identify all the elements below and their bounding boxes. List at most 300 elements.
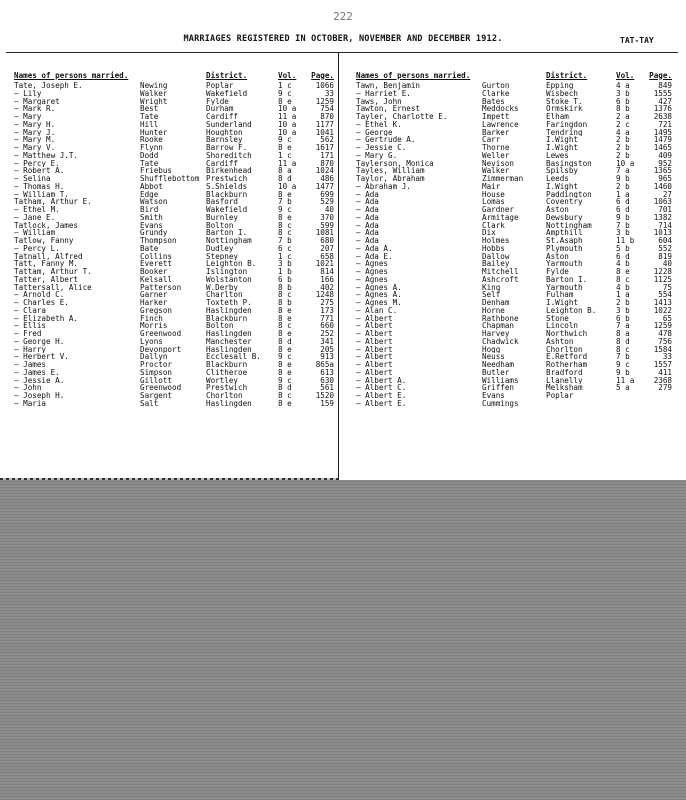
person-name: — Mary xyxy=(14,113,42,121)
person-name: Tayler, Charlotte E. xyxy=(356,113,448,121)
volume: 9 b xyxy=(616,368,630,377)
district: Poplar xyxy=(546,392,574,400)
volume: 6 d xyxy=(616,206,630,214)
person-name: — Albert E. xyxy=(356,392,407,400)
volume: 1 a xyxy=(616,291,630,299)
spouse-surname: Evans xyxy=(140,221,163,230)
page-number-cell: 1382 xyxy=(653,213,672,222)
page-number-cell: 65 xyxy=(662,314,672,323)
table-row xyxy=(356,98,672,106)
page-number-cell: 402 xyxy=(320,283,334,292)
person-name: — Maria xyxy=(14,399,47,408)
district: Clitheroe xyxy=(206,368,248,377)
page-number-cell: 604 xyxy=(658,237,672,245)
spouse-surname: Tate xyxy=(140,113,159,121)
person-name: — Ada xyxy=(356,190,379,199)
page-number-cell: 75 xyxy=(662,283,672,292)
table-row xyxy=(14,276,334,284)
volume: 2 b xyxy=(616,136,630,144)
table-row xyxy=(14,90,334,98)
district: Bradford xyxy=(546,368,583,377)
spouse-surname: Wright xyxy=(140,97,168,106)
volume: 8 c xyxy=(278,291,292,299)
page-number-cell xyxy=(638,392,672,400)
volume: 8 b xyxy=(278,299,292,307)
person-name: Tatlow, Fanny xyxy=(14,237,74,245)
volume: 8 d xyxy=(278,384,292,392)
volume: 10 a xyxy=(278,120,297,129)
district: Leeds xyxy=(546,175,569,183)
district: Fylde xyxy=(546,268,569,276)
table-row xyxy=(14,315,334,323)
spouse-surname: Abbot xyxy=(140,182,163,191)
table-row xyxy=(356,82,672,90)
table-row xyxy=(14,268,334,276)
person-name: — Joseph H. xyxy=(14,392,65,400)
page-number-cell: 660 xyxy=(320,322,334,330)
table-row xyxy=(356,346,672,354)
volume: 7 b xyxy=(278,198,292,206)
page-number-cell: 658 xyxy=(320,252,334,261)
district: Stepney xyxy=(206,252,239,261)
district: Nottingham xyxy=(546,221,592,230)
spouse-surname: House xyxy=(482,190,505,199)
table-row xyxy=(14,245,334,253)
page-number-cell: 754 xyxy=(320,105,334,113)
spouse-surname: Dallow xyxy=(482,252,510,261)
table-row xyxy=(14,338,334,346)
person-name: — Ada A. xyxy=(356,244,393,253)
page-number-cell: 370 xyxy=(320,213,334,222)
district: Haslingden xyxy=(206,399,252,408)
table-row xyxy=(14,361,334,369)
page-number-cell: 252 xyxy=(320,330,334,338)
district: Bolton xyxy=(206,221,234,230)
volume: 9 c xyxy=(278,89,292,98)
volume: 8 a xyxy=(278,167,292,175)
person-name: Tatnall, Alfred xyxy=(14,252,83,261)
page-number-cell: 40 xyxy=(662,260,672,268)
volume xyxy=(616,392,638,400)
table-row xyxy=(356,160,672,168)
person-name: — Alan C. xyxy=(356,306,398,315)
volume: 6 d xyxy=(616,252,630,261)
person-name: — Ada E. xyxy=(356,252,393,261)
person-name: — Herbert V. xyxy=(14,353,69,361)
spouse-surname: Shufflebottom xyxy=(140,175,200,183)
column-divider xyxy=(338,53,339,480)
district: Houghton xyxy=(206,128,243,137)
spouse-surname: Carr xyxy=(482,136,501,144)
volume: 8 e xyxy=(616,268,630,276)
table-row xyxy=(14,152,334,160)
person-name: — Selina xyxy=(14,175,51,183)
table-row xyxy=(14,284,334,292)
person-name: — Elizabeth A. xyxy=(14,314,79,323)
person-name: — Mary G. xyxy=(356,151,398,160)
person-name: Tatt, Fanny M. xyxy=(14,260,79,268)
person-name: — Jessie C. xyxy=(356,144,407,152)
spouse-surname: Sargent xyxy=(140,392,173,400)
page-number-cell: 159 xyxy=(320,399,334,408)
district: Toxteth P. xyxy=(206,299,252,307)
table-row xyxy=(356,90,672,98)
district: Epping xyxy=(546,82,574,90)
district: Stone xyxy=(546,314,569,323)
table-row xyxy=(356,361,672,369)
volume: 11 b xyxy=(616,237,635,245)
table-row xyxy=(14,198,334,206)
spouse-surname: Hill xyxy=(140,120,159,129)
volume: 11 a xyxy=(616,376,635,385)
table-row xyxy=(14,191,334,199)
volume: 6 b xyxy=(616,314,630,323)
page-number-cell: 409 xyxy=(658,151,672,160)
page-number-cell: 613 xyxy=(320,368,334,377)
person-name: — Ada xyxy=(356,221,379,230)
table-row xyxy=(14,167,334,175)
spouse-surname: Bird xyxy=(140,206,159,214)
table-row xyxy=(14,237,334,245)
page-number-cell: 1413 xyxy=(653,299,672,307)
district: Aston xyxy=(546,252,569,261)
district: S.Shields xyxy=(206,182,248,191)
person-name: — Abraham J. xyxy=(356,182,411,191)
spouse-surname: Rathbone xyxy=(482,314,519,323)
volume: 7 b xyxy=(278,237,292,245)
spouse-surname: Cummings xyxy=(482,399,519,408)
person-name: — Albert E. xyxy=(356,399,407,408)
table-row xyxy=(356,330,672,338)
volume: 2 b xyxy=(616,144,630,152)
page-number: 222 xyxy=(333,10,353,23)
page-number-cell: 2368 xyxy=(653,376,672,385)
person-name: — Matthew J.T. xyxy=(14,151,79,160)
person-name: Tawn, Benjamin xyxy=(356,82,421,90)
table-row xyxy=(14,322,334,330)
table-row xyxy=(14,330,334,338)
person-name: — Harry xyxy=(14,345,47,354)
page-number-cell: 913 xyxy=(320,353,334,361)
table-row xyxy=(356,392,672,400)
district: Fylde xyxy=(206,97,229,106)
volume: 2 b xyxy=(616,182,630,191)
table-row xyxy=(356,121,672,129)
table-row xyxy=(356,152,672,160)
page-number-cell: 279 xyxy=(658,384,672,392)
page-number-cell: 1520 xyxy=(315,392,334,400)
right-marriage-table xyxy=(356,68,672,408)
district: Haslingden xyxy=(206,306,252,315)
volume: 3 b xyxy=(616,89,630,98)
person-name: Tawton, Ernest xyxy=(356,105,421,113)
table-row xyxy=(356,191,672,199)
volume xyxy=(616,400,638,408)
spouse-surname: Meddocks xyxy=(482,105,519,113)
person-name: Tatlock, James xyxy=(14,221,79,230)
spouse-surname: Dodd xyxy=(140,151,159,160)
person-name: — Ethel K. xyxy=(356,120,402,129)
page-number-cell: 554 xyxy=(658,291,672,299)
person-name: — Mary M. xyxy=(14,136,56,144)
person-name: — Ada xyxy=(356,206,379,214)
person-name: — Agnes M. xyxy=(356,299,402,307)
volume: 2 c xyxy=(616,120,630,129)
volume: 7 b xyxy=(616,221,630,230)
spouse-surname: Hobbs xyxy=(482,244,505,253)
page-number-cell: 630 xyxy=(320,376,334,385)
spouse-surname: Finch xyxy=(140,314,163,323)
table-row xyxy=(356,144,672,152)
person-name: — William xyxy=(14,229,56,237)
person-name: — Agnes A. xyxy=(356,291,402,299)
person-name: — James xyxy=(14,361,47,369)
person-name: — Agnes xyxy=(356,260,389,268)
person-name: — Ada xyxy=(356,213,379,222)
person-name: — Jessie A. xyxy=(14,376,65,385)
district: Fulham xyxy=(546,291,574,299)
page-number-cell: 1259 xyxy=(315,97,334,106)
spouse-surname: Kelsall xyxy=(140,275,173,284)
district: Ampthill xyxy=(546,229,583,237)
page-number-cell: 1041 xyxy=(315,128,334,137)
header-rule xyxy=(6,52,678,53)
volume: 8 e xyxy=(278,190,292,199)
page-number-cell: 1125 xyxy=(653,275,672,284)
page-number-cell: 1617 xyxy=(315,144,334,152)
table-row xyxy=(356,353,672,361)
district: Wakefield xyxy=(206,206,248,214)
district: Dudley xyxy=(206,244,234,253)
volume: 9 c xyxy=(278,376,292,385)
page-number-cell: 1228 xyxy=(653,268,672,276)
right-header-row xyxy=(356,68,672,82)
volume: 9 c xyxy=(278,206,292,214)
district: E.Retford xyxy=(546,353,588,361)
page-number-cell: 341 xyxy=(320,337,334,346)
table-row xyxy=(14,384,334,392)
spouse-surname: Walker xyxy=(482,167,510,175)
table-row xyxy=(356,299,672,307)
district: Leighton B. xyxy=(546,306,597,315)
table-row xyxy=(356,377,672,385)
page-number-cell: 701 xyxy=(658,206,672,214)
person-name: — Mary J. xyxy=(14,128,56,137)
table-row xyxy=(356,229,672,237)
district: Elham xyxy=(546,113,569,121)
district: Stoke T. xyxy=(546,97,583,106)
district: Rotherham xyxy=(546,361,588,369)
district: Basingston xyxy=(546,159,592,168)
left-marriage-table xyxy=(14,68,334,408)
table-row xyxy=(14,260,334,268)
table-row xyxy=(14,229,334,237)
page-number-cell: 1557 xyxy=(653,361,672,369)
table-row xyxy=(14,160,334,168)
volume: 3 b xyxy=(616,229,630,237)
district: Islington xyxy=(206,268,248,276)
page-number-cell: 1477 xyxy=(315,182,334,191)
district: Melksham xyxy=(546,384,583,392)
names-header: Names of persons married. xyxy=(356,70,471,80)
volume: 7 a xyxy=(616,322,630,330)
page-number-cell: 1066 xyxy=(315,82,334,90)
volume: 8 e xyxy=(278,97,292,106)
table-row xyxy=(14,183,334,191)
page-number-cell: 1584 xyxy=(653,345,672,354)
volume: 2 b xyxy=(616,299,630,307)
district: Barnsley xyxy=(206,136,243,144)
spouse-surname: Mitchell xyxy=(482,268,519,276)
volume: 8 c xyxy=(278,392,292,400)
person-name: — Robert A. xyxy=(14,167,65,175)
spouse-surname: Holmes xyxy=(482,237,510,245)
volume: 8 d xyxy=(616,337,630,346)
spouse-surname: Proctor xyxy=(140,361,173,369)
district: Manchester xyxy=(206,337,252,346)
district: St.Asaph xyxy=(546,237,583,245)
volume: 5 b xyxy=(616,244,630,253)
district: Cardiff xyxy=(206,113,239,121)
page-number-cell: 699 xyxy=(320,190,334,199)
person-name: — Arnold C. xyxy=(14,291,65,299)
volume: 10 a xyxy=(278,105,297,113)
page-number-cell: 33 xyxy=(324,89,334,98)
district: Ecclesall B. xyxy=(206,353,261,361)
district: Burnley xyxy=(206,213,239,222)
district: Basford xyxy=(206,198,239,206)
spouse-surname: Watson xyxy=(140,198,168,206)
district-header: District. xyxy=(206,70,248,80)
spouse-surname: Newing xyxy=(140,82,168,90)
district: Chorlton xyxy=(546,345,583,354)
district: Prestwich xyxy=(206,175,248,183)
spouse-surname: Tate xyxy=(140,159,159,168)
volume: 1 a xyxy=(616,190,630,199)
spouse-surname: Harvey xyxy=(482,330,510,338)
volume: 8 b xyxy=(616,105,630,113)
district: Faringdon xyxy=(546,120,588,129)
district: Blackburn xyxy=(206,361,248,369)
table-row xyxy=(14,175,334,183)
district: Yarmouth xyxy=(546,283,583,292)
page-number-cell: 1063 xyxy=(653,198,672,206)
right-rows xyxy=(356,82,672,408)
spouse-surname: Dix xyxy=(482,229,496,237)
person-name: — Percy E. xyxy=(14,159,60,168)
spouse-surname: Nevison xyxy=(482,159,515,168)
volume: 9 c xyxy=(616,361,630,369)
district: Llanelly xyxy=(546,376,583,385)
page-header: Page. xyxy=(311,70,334,80)
spouse-surname: Everett xyxy=(140,260,173,268)
table-row xyxy=(356,291,672,299)
volume: 8 d xyxy=(278,175,292,183)
table-row xyxy=(14,253,334,261)
spouse-surname: Smith xyxy=(140,213,163,222)
district: Nottingham xyxy=(206,237,252,245)
spouse-surname: Devonport xyxy=(140,345,182,354)
person-name: — Mary H. xyxy=(14,120,56,129)
person-name: — Charles E. xyxy=(14,299,69,307)
spouse-surname: Greenwood xyxy=(140,384,182,392)
spouse-surname: Best xyxy=(140,105,159,113)
table-row xyxy=(14,144,334,152)
table-row xyxy=(356,322,672,330)
person-name: — Clara xyxy=(14,306,47,315)
page-number-cell: 1555 xyxy=(653,89,672,98)
volume: 6 d xyxy=(616,198,630,206)
table-row xyxy=(356,307,672,315)
spouse-surname: Thompson xyxy=(140,237,177,245)
volume: 6 b xyxy=(616,97,630,106)
spouse-surname: Morris xyxy=(140,322,168,330)
district: Blackburn xyxy=(206,190,248,199)
volume: 8 e xyxy=(278,330,292,338)
spouse-surname: Lomas xyxy=(482,198,505,206)
page-number-cell: 1465 xyxy=(653,144,672,152)
person-name: — Albert xyxy=(356,322,393,330)
table-row xyxy=(356,237,672,245)
spouse-surname: Greenwood xyxy=(140,330,182,338)
person-name: — Ethel M. xyxy=(14,206,60,214)
volume: 10 a xyxy=(616,159,635,168)
page-number-cell: 1376 xyxy=(653,105,672,113)
table-row xyxy=(356,245,672,253)
district: Dewsbury xyxy=(546,213,583,222)
district-header: District. xyxy=(546,70,588,80)
page-number-cell: 173 xyxy=(320,306,334,315)
spouse-surname: Simpson xyxy=(140,368,173,377)
table-row xyxy=(14,121,334,129)
page-number-cell: 814 xyxy=(320,268,334,276)
page-number-cell: 819 xyxy=(658,252,672,261)
district: Spilsby xyxy=(546,167,579,175)
person-name: — Margaret xyxy=(14,97,60,106)
names-header: Names of persons married. xyxy=(14,70,129,80)
table-row xyxy=(14,82,334,90)
district: Shoreditch xyxy=(206,151,252,160)
page-number-cell: 33 xyxy=(662,353,672,361)
person-name: Tattam, Arthur T. xyxy=(14,268,92,276)
person-name: — Albert xyxy=(356,345,393,354)
district: Chorlton xyxy=(206,392,243,400)
page-number-cell: 1365 xyxy=(653,167,672,175)
table-row xyxy=(356,167,672,175)
page-number-cell: 1177 xyxy=(315,120,334,129)
page-number-cell: 714 xyxy=(658,221,672,230)
person-name: — George H. xyxy=(14,337,65,346)
table-row xyxy=(356,284,672,292)
spouse-surname: Zimmerman xyxy=(482,175,524,183)
page-number-cell: 1021 xyxy=(315,260,334,268)
spouse-surname: Gregson xyxy=(140,306,173,315)
district: Tendring xyxy=(546,128,583,137)
district: Haslingden xyxy=(206,345,252,354)
district: Wakefield xyxy=(206,89,248,98)
page-number-cell: 207 xyxy=(320,244,334,253)
person-name: — Albert A. xyxy=(356,376,407,385)
volume: 8 e xyxy=(278,399,292,408)
volume: 8 c xyxy=(278,229,292,237)
left-column xyxy=(14,68,334,408)
volume: 4 a xyxy=(616,128,630,137)
person-name: — Albert xyxy=(356,330,393,338)
page-number-cell: 486 xyxy=(320,175,334,183)
spouse-surname: Walker xyxy=(140,89,168,98)
spouse-surname: Gurton xyxy=(482,82,510,90)
volume: 8 b xyxy=(278,283,292,292)
